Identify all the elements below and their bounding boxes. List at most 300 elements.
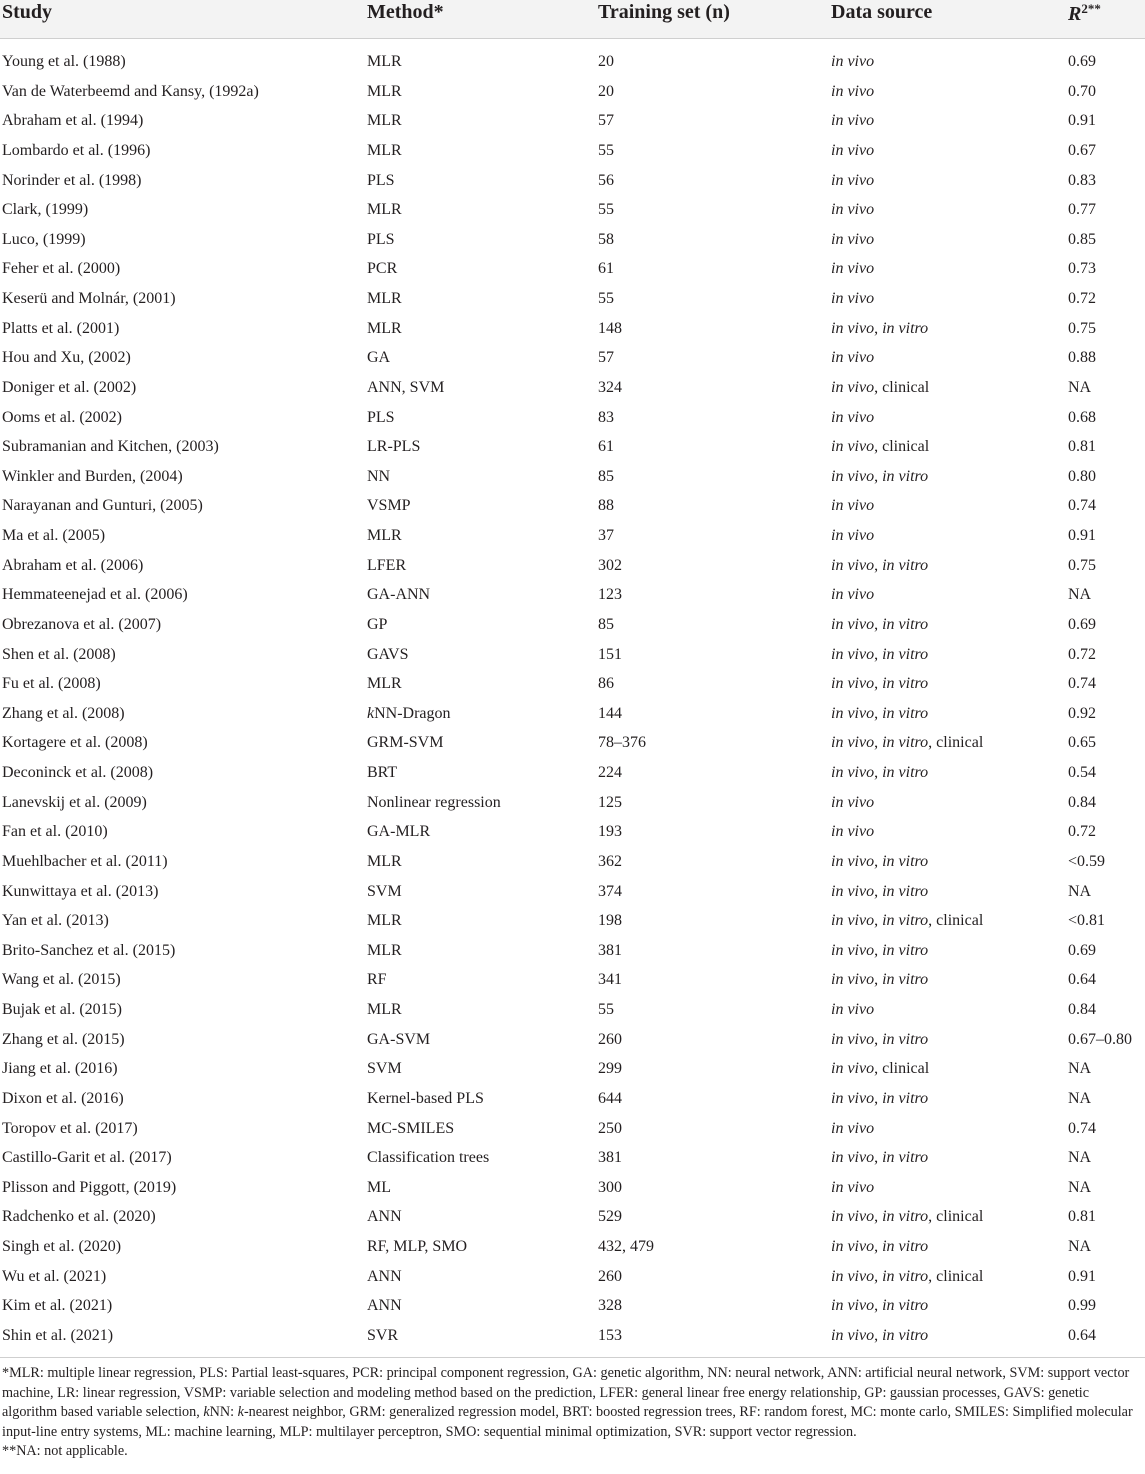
cell-method-text: SVR (367, 1326, 399, 1344)
header-study: Study (2, 1, 53, 23)
cell-study: Plisson and Piggott, (2019) (2, 1178, 177, 1196)
cell-r-squared: 0.75 (1068, 556, 1096, 574)
cell-training-set: 78–376 (598, 734, 646, 752)
table-row (0, 939, 1145, 969)
cell-r-squared: 0.68 (1068, 408, 1096, 426)
cell-method (367, 1060, 402, 1078)
cell-r-squared: 0.74 (1068, 1119, 1096, 1137)
cell-data-source: in vivo, in vitro, clinical (831, 1208, 984, 1226)
source-item: in vivo (831, 467, 875, 485)
cell-study: Hou and Xu, (2002) (2, 349, 131, 367)
cell-method-text: MLR (367, 941, 402, 959)
cell-method (367, 971, 387, 989)
cell-training-set: 37 (598, 527, 614, 544)
cell-training-set: 224 (598, 764, 622, 781)
source-item: in vivo (831, 675, 875, 693)
cell-method (367, 379, 444, 397)
cell-training-set: 198 (598, 912, 622, 930)
cell-data-source: in vivo, clinical (831, 1060, 930, 1078)
source-item: in vivo (831, 260, 875, 278)
cell-training-set: 299 (598, 1060, 622, 1078)
cell-study: Jiang et al. (2016) (2, 1060, 118, 1078)
cell-method-prefix: k (367, 704, 375, 722)
cell-r-squared: 0.83 (1068, 171, 1096, 189)
cell-training-set: 260 (598, 1030, 622, 1048)
footnote-divider (0, 1357, 1145, 1358)
cell-data-source: in vivo, in vitro (831, 941, 929, 959)
cell-training-set: 153 (598, 1326, 622, 1344)
cell-r-squared: 0.72 (1068, 645, 1096, 663)
cell-data-source: in vivo, in vitro (831, 467, 929, 485)
cell-training-set: 56 (598, 171, 614, 189)
cell-method (367, 112, 402, 130)
cell-training-set: 57 (598, 112, 614, 130)
cell-data-source: in vivo, in vitro (831, 1297, 929, 1315)
table-row (0, 524, 1145, 554)
footnote-abbrev-part-2: NN: (209, 1404, 238, 1421)
cell-study: Bujak et al. (2015) (2, 1001, 122, 1018)
cell-method-text: ANN (367, 1297, 402, 1315)
cell-study: Winkler and Burden, (2004) (2, 467, 183, 485)
cell-method-text: Classification trees (367, 1149, 490, 1167)
cell-r-squared: 0.85 (1068, 230, 1096, 248)
table-row (0, 820, 1145, 850)
cell-data-source (831, 409, 874, 427)
cell-method (367, 853, 402, 871)
cell-data-source: in vivo, in vitro (831, 764, 929, 781)
cell-method (367, 764, 397, 782)
cell-data-source (831, 1001, 874, 1019)
cell-training-set: 328 (598, 1297, 622, 1315)
cell-data-source: in vivo, in vitro (831, 971, 929, 989)
cell-r-squared: 0.72 (1068, 823, 1096, 841)
source-item: in vivo (831, 823, 875, 841)
cell-study: Dixon et al. (2016) (2, 1089, 124, 1107)
cell-method (367, 260, 397, 278)
source-item: in vivo (831, 1267, 875, 1285)
source-item: in vivo (831, 971, 875, 989)
table-row (0, 169, 1145, 199)
cell-training-set: 250 (598, 1119, 622, 1137)
cell-study: Radchenko et al. (2020) (2, 1208, 156, 1226)
table-row (0, 672, 1145, 702)
header-training-set: Training set (n) (598, 1, 730, 23)
source-item: in vitro (882, 1267, 929, 1285)
source-item: in vivo (831, 615, 875, 633)
source-item: in vivo (831, 378, 875, 396)
footnote-k-italic-1: k (203, 1404, 210, 1421)
table-row (0, 109, 1145, 139)
cell-study: Fan et al. (2010) (2, 823, 108, 841)
cell-training-set: 20 (598, 82, 614, 100)
source-item: in vitro (882, 1326, 929, 1344)
cell-method (367, 794, 501, 812)
table-row (0, 1294, 1145, 1324)
table-row (0, 702, 1145, 732)
cell-training-set: 88 (598, 497, 614, 515)
cell-r-squared: 0.73 (1068, 260, 1096, 278)
cell-study: Platts et al. (2001) (2, 319, 120, 337)
cell-training-set: 123 (598, 586, 622, 604)
cell-method (367, 172, 395, 190)
cell-method (367, 1031, 430, 1049)
table-row (0, 1235, 1145, 1265)
cell-study: Clark, (1999) (2, 201, 89, 219)
cell-data-source: in vivo, in vitro (831, 319, 929, 337)
cell-training-set: 302 (598, 556, 622, 574)
cell-method (367, 942, 402, 960)
footnote-na: **NA: not applicable. (2, 1443, 128, 1460)
cell-r-squared: 0.69 (1068, 53, 1096, 70)
cell-study: Wang et al. (2015) (2, 971, 121, 989)
source-item: in vivo (831, 141, 875, 159)
cell-data-source: in vivo, in vitro (831, 556, 929, 574)
cell-method-text: RF (367, 971, 387, 989)
cell-data-source: in vivo, clinical (831, 438, 930, 456)
header-r-superscript: 2** (1081, 1, 1101, 16)
table-row (0, 1087, 1145, 1117)
cell-method-text: RF, MLP, SMO (367, 1238, 468, 1255)
cell-method-text: MLR (367, 319, 402, 337)
cell-training-set: 58 (598, 230, 614, 248)
source-item: in vivo (831, 1030, 875, 1048)
cell-method (367, 497, 411, 515)
source-item: in vitro (882, 1238, 929, 1255)
cell-method-text: GA-ANN (367, 586, 431, 604)
cell-data-source: in vivo, in vitro, clinical (831, 1267, 984, 1285)
cell-data-source (831, 260, 874, 278)
cell-method-text: MC-SMILES (367, 1119, 455, 1137)
cell-method-text: MLR (367, 912, 402, 930)
table-row (0, 80, 1145, 110)
source-item: in vitro (882, 645, 929, 663)
table-row (0, 346, 1145, 376)
source-item: in vivo (831, 112, 875, 130)
source-item: in vitro (882, 912, 929, 930)
cell-method (367, 290, 402, 308)
cell-method (367, 1179, 391, 1197)
cell-training-set: 85 (598, 615, 614, 633)
cell-method-text: MLR (367, 675, 402, 693)
cell-data-source (831, 349, 874, 367)
source-item: in vivo (831, 645, 875, 663)
cell-r-squared: 0.70 (1068, 82, 1096, 100)
cell-method-text: GA-MLR (367, 823, 431, 841)
cell-training-set: 300 (598, 1178, 622, 1196)
cell-method-text: MLR (367, 141, 402, 159)
table-row (0, 554, 1145, 584)
cell-data-source (831, 201, 874, 219)
cell-training-set: 151 (598, 645, 622, 663)
cell-training-set: 529 (598, 1208, 622, 1226)
source-item: in vivo (831, 941, 875, 959)
cell-method-text: MLR (367, 527, 402, 544)
table-row (0, 791, 1145, 821)
cell-training-set: 55 (598, 141, 614, 159)
source-item: in vivo (831, 1326, 875, 1344)
cell-r-squared: 0.64 (1068, 1326, 1096, 1344)
cell-study: Castillo-Garit et al. (2017) (2, 1149, 172, 1167)
cell-r-squared: <0.81 (1068, 912, 1106, 930)
table-row (0, 465, 1145, 495)
cell-training-set: 55 (598, 290, 614, 307)
cell-r-squared: 0.88 (1068, 349, 1096, 367)
footnote-abbrev-part-1: *MLR: multiple linear regression, PLS: Partial least-squares, PCR: principal component regression, GA: genetic algorithm, NN: neural network, ANN: artificial neural network, SVM: support vector machine, LR: linear regression, VSMP: variable selection and modeling method based on the prediction, LFER: general linear free energy relationship, GP: gaussian processes, GAVS: genetic algorithm based variable selection, (2, 1365, 1130, 1421)
source-item: in vivo (831, 290, 875, 307)
cell-data-source: in vivo, in vitro (831, 615, 929, 633)
header-r-letter: R (1068, 3, 1082, 25)
table-header (0, 0, 1145, 39)
cell-r-squared: 0.69 (1068, 615, 1096, 633)
cell-r-squared: 0.84 (1068, 1001, 1096, 1018)
table-body (0, 50, 1145, 1354)
cell-data-source: in vivo, in vitro (831, 1326, 929, 1344)
cell-r-squared: 0.80 (1068, 467, 1096, 485)
table-row (0, 1324, 1145, 1354)
source-item: clinical (882, 378, 930, 396)
source-item: in vitro (882, 1030, 929, 1048)
cell-method (367, 823, 430, 841)
source-item: in vivo (831, 912, 875, 930)
cell-training-set: 83 (598, 408, 614, 426)
cell-study: Keserü and Molnár, (2001) (2, 290, 176, 307)
cell-study: Shin et al. (2021) (2, 1326, 114, 1344)
cell-training-set: 85 (598, 467, 614, 485)
cell-r-squared: NA (1068, 586, 1092, 604)
table-row (0, 257, 1145, 287)
cell-method (367, 883, 402, 901)
cell-study: Ooms et al. (2002) (2, 408, 122, 426)
table-row (0, 613, 1145, 643)
cell-method (367, 646, 409, 664)
cell-r-squared: 0.67–0.80 (1068, 1030, 1132, 1048)
cell-training-set: 260 (598, 1267, 622, 1285)
source-item: clinical (936, 734, 984, 752)
source-item: in vitro (882, 882, 929, 900)
cell-data-source: in vivo, in vitro (831, 704, 929, 722)
footnote-abbrev-part-3: -nearest neighbor, GRM: generalized regression model, BRT: boosted regression trees, RF: random forest, MC: monte carlo, SMILES: Simplified molecular input-line entry systems, ML: machine learning, MLP: multilayer perceptron, SMO: sequential minimal optimization, SVR: support vector regression. (2, 1404, 1133, 1440)
table-row (0, 880, 1145, 910)
source-item: in vivo (831, 230, 875, 248)
header-method: Method* (367, 1, 444, 23)
cell-method-text: ANN (367, 1208, 402, 1226)
cell-study: Obrezanova et al. (2007) (2, 615, 162, 633)
cell-data-source: in vivo, in vitro, clinical (831, 912, 984, 930)
cell-study: Van de Waterbeemd and Kansy, (1992a) (2, 82, 259, 100)
cell-study: Deconinck et al. (2008) (2, 764, 154, 781)
cell-method (367, 468, 390, 486)
cell-study: Fu et al. (2008) (2, 675, 101, 693)
cell-training-set: 86 (598, 675, 614, 693)
source-item: in vitro (882, 1149, 929, 1167)
source-item: in vivo (831, 1089, 875, 1107)
cell-method-text: MLR (367, 1001, 402, 1018)
cell-study: Narayanan and Gunturi, (2005) (2, 497, 203, 515)
cell-study: Abraham et al. (1994) (2, 112, 144, 130)
source-item: in vivo (831, 556, 875, 574)
source-item: in vivo (831, 171, 875, 189)
source-item: in vivo (831, 586, 875, 604)
table-row (0, 1117, 1145, 1147)
cell-data-source: in vivo, in vitro (831, 1089, 929, 1107)
table-row (0, 494, 1145, 524)
cell-study: Ma et al. (2005) (2, 527, 106, 544)
cell-method (367, 616, 387, 634)
cell-method (367, 586, 430, 604)
cell-r-squared: 0.99 (1068, 1297, 1096, 1315)
cell-training-set: 20 (598, 53, 614, 70)
cell-method (367, 1090, 484, 1108)
cell-method-text: MLR (367, 852, 402, 870)
cell-data-source (831, 497, 874, 515)
cell-method-text: GRM-SVM (367, 734, 444, 752)
cell-method (367, 1297, 402, 1315)
source-item: in vitro (882, 1208, 929, 1226)
cell-method (367, 1327, 398, 1345)
cell-method-text: MLR (367, 290, 402, 307)
cell-study: Singh et al. (2020) (2, 1238, 122, 1255)
cell-study: Zhang et al. (2008) (2, 704, 125, 722)
cell-training-set: 55 (598, 201, 614, 219)
cell-method (367, 1120, 454, 1138)
cell-data-source (831, 823, 874, 841)
cell-study: Luco, (1999) (2, 230, 86, 248)
source-item: in vivo (831, 82, 875, 100)
cell-training-set: 381 (598, 941, 622, 959)
cell-method (367, 438, 420, 456)
table-row (0, 1028, 1145, 1058)
cell-training-set: 324 (598, 378, 622, 396)
source-item: in vivo (831, 1060, 875, 1078)
cell-r-squared: NA (1068, 1149, 1092, 1167)
table-row (0, 228, 1145, 258)
source-item: in vivo (831, 319, 875, 337)
cell-study: Yan et al. (2013) (2, 912, 109, 930)
cell-study: Shen et al. (2008) (2, 645, 116, 663)
cell-study: Doniger et al. (2002) (2, 378, 137, 396)
cell-method (367, 1149, 489, 1167)
cell-r-squared: NA (1068, 1238, 1092, 1255)
cell-data-source: in vivo, in vitro (831, 675, 929, 693)
source-item: in vivo (831, 852, 875, 870)
cell-r-squared: 0.91 (1068, 527, 1096, 544)
cell-data-source: in vivo, in vitro (831, 645, 929, 663)
table-row (0, 317, 1145, 347)
cell-method (367, 231, 395, 249)
cell-training-set: 381 (598, 1149, 622, 1167)
cell-training-set: 341 (598, 971, 622, 989)
table-row (0, 1265, 1145, 1295)
cell-method (367, 142, 402, 160)
source-item: in vivo (831, 882, 875, 900)
cell-data-source (831, 527, 874, 545)
cell-r-squared: NA (1068, 882, 1092, 900)
cell-method (367, 1001, 402, 1019)
cell-study: Norinder et al. (1998) (2, 171, 142, 189)
cell-method (367, 527, 402, 545)
table-row (0, 850, 1145, 880)
cell-method-text: GA (367, 349, 391, 367)
source-item: in vitro (882, 852, 929, 870)
source-item: in vitro (882, 941, 929, 959)
cell-method (367, 201, 402, 219)
source-item: in vivo (831, 1149, 875, 1167)
source-item: in vivo (831, 704, 875, 722)
cell-method-text: NN-Dragon (374, 704, 451, 722)
source-item: clinical (882, 1060, 930, 1078)
table-row (0, 287, 1145, 317)
source-item: in vitro (882, 704, 929, 722)
source-item: in vivo (831, 1178, 875, 1196)
cell-r-squared: 0.81 (1068, 438, 1096, 456)
cell-data-source (831, 290, 874, 308)
table-row (0, 909, 1145, 939)
source-item: in vivo (831, 793, 875, 811)
cell-training-set: 148 (598, 319, 622, 337)
source-item: clinical (936, 1208, 984, 1226)
cell-method-text: ANN, SVM (367, 378, 445, 396)
cell-study: Kortagere et al. (2008) (2, 734, 148, 752)
source-item: in vitro (882, 319, 929, 337)
table-row (0, 406, 1145, 436)
source-item: in vivo (831, 1297, 875, 1315)
source-item: in vivo (831, 1238, 875, 1255)
table-row (0, 139, 1145, 169)
table-row (0, 50, 1145, 80)
cell-method-text: LFER (367, 556, 407, 574)
cell-method-text: GA-SVM (367, 1030, 431, 1048)
source-item: clinical (936, 912, 984, 930)
table-row (0, 1057, 1145, 1087)
cell-study: Wu et al. (2021) (2, 1267, 107, 1285)
cell-study: Kunwittaya et al. (2013) (2, 882, 159, 900)
cell-method-text: MLR (367, 82, 402, 100)
cell-study: Lanevskij et al. (2009) (2, 793, 147, 811)
cell-study: Lombardo et al. (1996) (2, 141, 151, 159)
cell-r-squared: 0.74 (1068, 675, 1096, 693)
cell-training-set: 374 (598, 882, 622, 900)
cell-method-text: PLS (367, 230, 395, 248)
cell-study: Young et al. (1988) (2, 53, 126, 70)
source-item: in vivo (831, 349, 875, 367)
source-item: in vitro (882, 615, 929, 633)
table-row (0, 643, 1145, 673)
cell-study: Abraham et al. (2006) (2, 556, 144, 574)
cell-study: Subramanian and Kitchen, (2003) (2, 438, 219, 456)
cell-method (367, 675, 402, 693)
source-item: in vivo (831, 1001, 875, 1018)
cell-training-set: 125 (598, 793, 622, 811)
footnote-k-italic-2: k (237, 1404, 244, 1421)
cell-r-squared: 0.91 (1068, 112, 1096, 130)
source-item: in vivo (831, 527, 875, 544)
cell-method (367, 1268, 402, 1286)
cell-data-source (831, 83, 874, 101)
cell-training-set: 362 (598, 852, 622, 870)
source-item: clinical (936, 1267, 984, 1285)
cell-method-text: PLS (367, 408, 395, 426)
cell-r-squared: <0.59 (1068, 852, 1106, 870)
cell-r-squared: 0.67 (1068, 141, 1096, 159)
footnotes (2, 1364, 1140, 1462)
table-row (0, 583, 1145, 613)
cell-study: Hemmateenejad et al. (2006) (2, 586, 188, 604)
cell-data-source: in vivo, in vitro, clinical (831, 734, 984, 752)
cell-study: Kim et al. (2021) (2, 1297, 113, 1315)
cell-method (367, 912, 402, 930)
source-item: in vivo (831, 53, 875, 70)
cell-r-squared: 0.54 (1068, 764, 1096, 781)
